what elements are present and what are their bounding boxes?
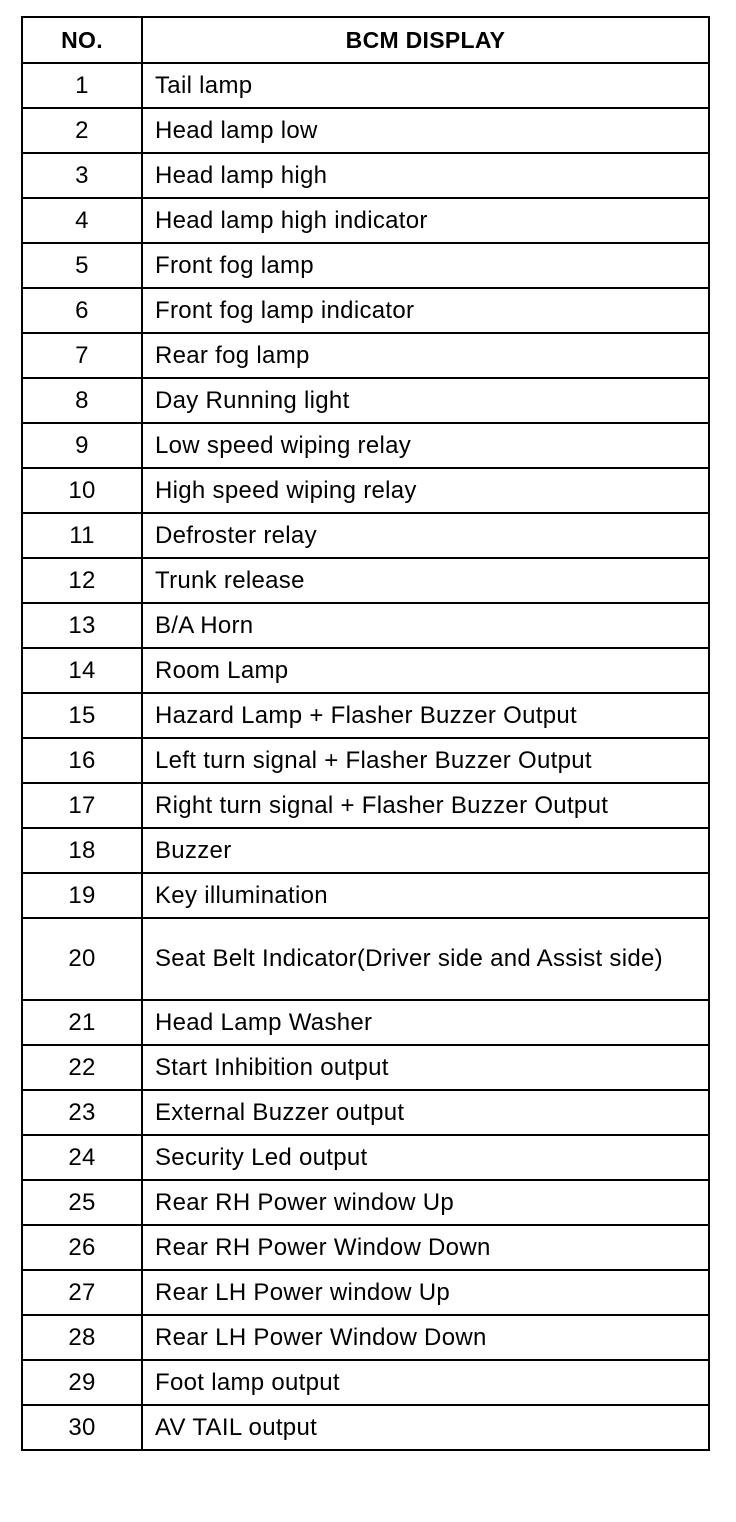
row-number: 23: [22, 1090, 142, 1135]
row-number: 30: [22, 1405, 142, 1450]
bcm-display-item: Rear fog lamp: [142, 333, 709, 378]
bcm-display-item: Head lamp high indicator: [142, 198, 709, 243]
row-number: 10: [22, 468, 142, 513]
table-row: [22, 513, 709, 558]
table-row: [22, 783, 709, 828]
row-number: 25: [22, 1180, 142, 1225]
table-row: [22, 738, 709, 783]
row-number: 27: [22, 1270, 142, 1315]
bcm-display-item: Trunk release: [142, 558, 709, 603]
table-row: [22, 693, 709, 738]
row-number: 3: [22, 153, 142, 198]
table-row: [22, 1360, 709, 1405]
table-row: [22, 1045, 709, 1090]
row-number: 11: [22, 513, 142, 558]
row-number: 5: [22, 243, 142, 288]
table-body: [22, 63, 709, 1450]
table-row: [22, 108, 709, 153]
table-row: [22, 1000, 709, 1045]
table-header-row: [22, 17, 709, 63]
row-number: 1: [22, 63, 142, 108]
row-number: 9: [22, 423, 142, 468]
table-row: [22, 378, 709, 423]
bcm-display-item: Rear RH Power window Up: [142, 1180, 709, 1225]
column-header-bcm-display: BCM DISPLAY: [142, 17, 709, 63]
bcm-display-item: Start Inhibition output: [142, 1045, 709, 1090]
column-header-no: NO.: [22, 17, 142, 63]
row-number: 12: [22, 558, 142, 603]
table-row: [22, 198, 709, 243]
row-number: 14: [22, 648, 142, 693]
bcm-display-item: Seat Belt Indicator(Driver side and Assist side): [142, 918, 709, 1000]
table-row: [22, 1315, 709, 1360]
bcm-display-item: Rear LH Power Window Down: [142, 1315, 709, 1360]
bcm-display-item: Buzzer: [142, 828, 709, 873]
row-number: 13: [22, 603, 142, 648]
row-number: 29: [22, 1360, 142, 1405]
row-number: 7: [22, 333, 142, 378]
bcm-display-table: [21, 16, 710, 1451]
row-number: 17: [22, 783, 142, 828]
table-row: [22, 873, 709, 918]
bcm-display-item: Left turn signal + Flasher Buzzer Output: [142, 738, 709, 783]
row-number: 24: [22, 1135, 142, 1180]
bcm-display-item: Right turn signal + Flasher Buzzer Output: [142, 783, 709, 828]
table-row: [22, 918, 709, 1000]
row-number: 22: [22, 1045, 142, 1090]
table-row: [22, 1405, 709, 1450]
table-row: [22, 828, 709, 873]
bcm-display-item: External Buzzer output: [142, 1090, 709, 1135]
row-number: 16: [22, 738, 142, 783]
table-row: [22, 243, 709, 288]
table-row: [22, 1270, 709, 1315]
table-row: [22, 1135, 709, 1180]
bcm-display-item: Hazard Lamp + Flasher Buzzer Output: [142, 693, 709, 738]
row-number: 21: [22, 1000, 142, 1045]
table-row: [22, 333, 709, 378]
bcm-display-item: Security Led output: [142, 1135, 709, 1180]
row-number: 2: [22, 108, 142, 153]
row-number: 4: [22, 198, 142, 243]
bcm-display-item: Room Lamp: [142, 648, 709, 693]
bcm-display-item: Low speed wiping relay: [142, 423, 709, 468]
table-row: [22, 1180, 709, 1225]
table-row: [22, 63, 709, 108]
bcm-display-item: Defroster relay: [142, 513, 709, 558]
table-row: [22, 648, 709, 693]
bcm-display-item: AV TAIL output: [142, 1405, 709, 1450]
table-row: [22, 1225, 709, 1270]
bcm-display-item: B/A Horn: [142, 603, 709, 648]
bcm-display-item: Foot lamp output: [142, 1360, 709, 1405]
row-number: 18: [22, 828, 142, 873]
table-row: [22, 603, 709, 648]
bcm-display-item: Head lamp high: [142, 153, 709, 198]
row-number: 28: [22, 1315, 142, 1360]
bcm-display-item: Rear LH Power window Up: [142, 1270, 709, 1315]
row-number: 15: [22, 693, 142, 738]
bcm-display-item: Front fog lamp indicator: [142, 288, 709, 333]
table-row: [22, 1090, 709, 1135]
row-number: 19: [22, 873, 142, 918]
table-row: [22, 558, 709, 603]
table-row: [22, 468, 709, 513]
row-number: 20: [22, 918, 142, 1000]
bcm-display-item: High speed wiping relay: [142, 468, 709, 513]
bcm-display-item: Head lamp low: [142, 108, 709, 153]
row-number: 6: [22, 288, 142, 333]
bcm-display-item: Head Lamp Washer: [142, 1000, 709, 1045]
table-row: [22, 423, 709, 468]
bcm-display-item: Rear RH Power Window Down: [142, 1225, 709, 1270]
bcm-display-item: Day Running light: [142, 378, 709, 423]
row-number: 8: [22, 378, 142, 423]
row-number: 26: [22, 1225, 142, 1270]
bcm-display-item: Key illumination: [142, 873, 709, 918]
table-row: [22, 288, 709, 333]
bcm-display-item: Front fog lamp: [142, 243, 709, 288]
table-row: [22, 153, 709, 198]
bcm-display-item: Tail lamp: [142, 63, 709, 108]
